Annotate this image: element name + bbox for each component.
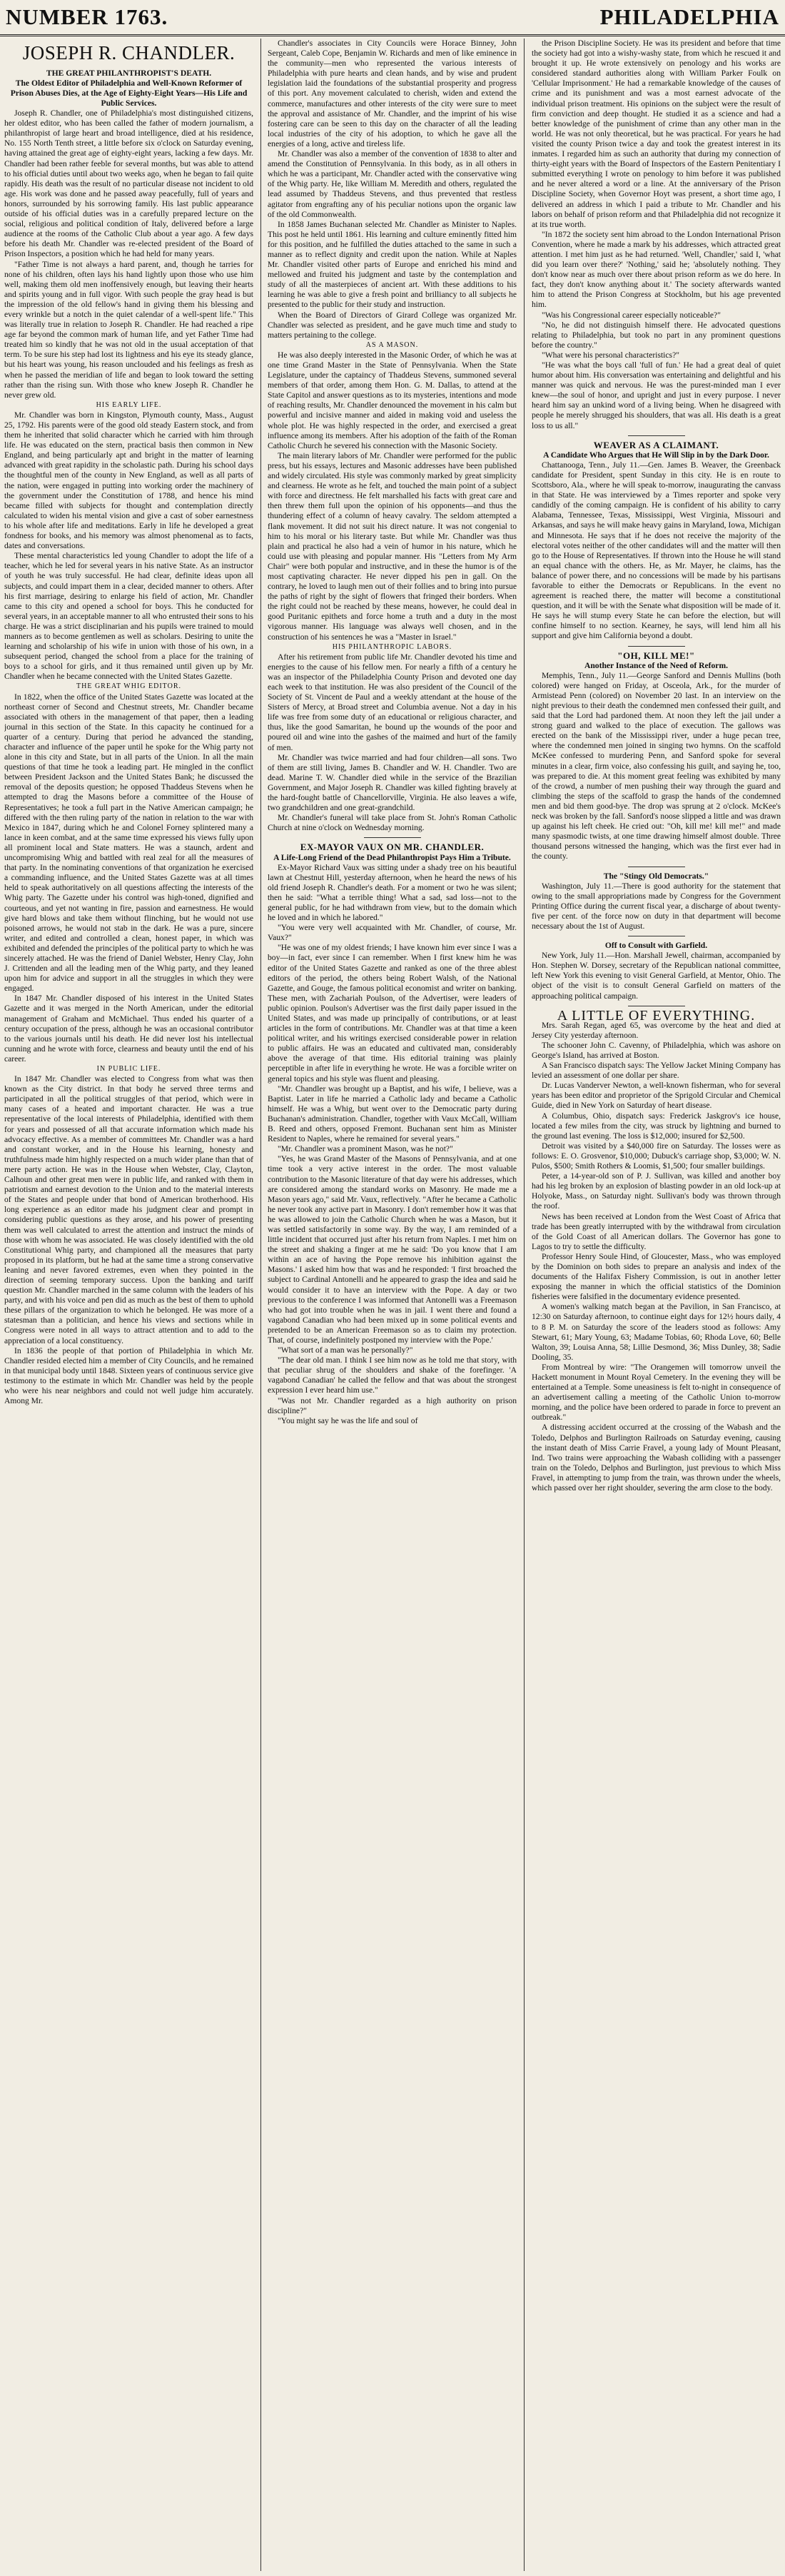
section-heading: HIS EARLY LIFE. bbox=[96, 400, 162, 409]
paragraph: Mr. Chandler's funeral will take place from St. John's Roman Catholic Church at nine o'clock on Wednesday morning. bbox=[268, 813, 517, 833]
paragraph: After his retirement from public life Mr. Chandler devoted his time and energies to the cause of his fellow men. For nearly a fifth of a century he was an inspector of the Philadelphia County Prison and devoted one day each week to that institution. He was also president of the Council of the Society of St. Vincent de Paul and a weekly attendant at the house of the Sisters of Mercy, at Broad street and Columbia avenue. Not a day in his life was free from some duty of an educational or religious character, and thus, like the good Samaritan, he bound up the wounds of the poor and poured oil and wine into the gashes of the maimed and hurt of the family of men. bbox=[268, 652, 517, 752]
paragraph: Dr. Lucas Vanderver Newton, a well-known fisherman, who for several years has been editor and proprietor of the Sprigold Circular and Chemical Guide, died in New York on Saturday of heart disease. bbox=[532, 1081, 781, 1111]
issue-number: NUMBER 1763. bbox=[6, 4, 168, 29]
masthead bbox=[0, 0, 785, 36]
paragraph: "The dear old man. I think I see him now as he told me that story, with that peculiar shrug of the shoulders and shake of the forefinger. 'A vagabond Canadian' he called the fellow and that was about the strongest expression I ever heard him use." bbox=[268, 1355, 517, 1395]
article-headline: Off to Consult with Garfield. bbox=[604, 941, 708, 951]
article-subhead: A Life-Long Friend of the Dead Philanthropist Pays Him a Tribute. bbox=[273, 852, 511, 862]
paragraph: Peter, a 14-year-old son of P. J. Sullivan, was killed and another boy had his leg broken by an explosion of blasting powder in an old lock-up at Holyoke, Mass., on Saturday night. Sullivan's body was thrown through the roof. bbox=[532, 1171, 781, 1211]
paragraph: "No, he did not distinguish himself there. He advocated questions relating to Philadelphia, but took no part in any prominent questions before the country." bbox=[532, 320, 781, 350]
paragraph: "What were his personal characteristics?" bbox=[542, 350, 679, 360]
paragraph: A women's walking match began at the Pavilion, in San Francisco, at 12:30 on Saturday afternoon, to continue eight days for 12½ hours daily, 4 to 8 P. M. on Saturday the score of the leaders stood as follows: Amy Stewart, 61; Mary Young, 63; Madame Tobias, 60; Rhoda Love, 60; Belle Walton, 39; Louisa Anna, 58; Lillie Desmond, 36; Miss Dunley, 38; Sadie Dooling, 35. bbox=[532, 1302, 781, 1362]
paragraph: Mr. Chandler was also a member of the convention of 1838 to alter and amend the Constitution of Pennsylvania. In this body, as in all others in which he was a participant, Mr. Chandler acted with the conservative wing of the Whig party. He, like William M. Meredith and others, regulated the lead assumed by Thaddeus Stevens, and thus prevented that restless agitator from engrafting any of his peculiar notions upon the organic law of the old Commonwealth. bbox=[268, 149, 517, 219]
column-2 bbox=[268, 39, 517, 2572]
paragraph: Mr. Chandler was born in Kingston, Plymouth county, Mass., August 25, 1792. His parents were of the good old steady Eastern stock, and from them he inherited that solid character which he carried with him through life. He was educated on the stern, practical basis then common in New England, and being particularly apt and bright in the matter of learning advanced with great rapidity in the scholastic path. During his school days the thoughtful men of the county in New England, as well as all parts of the nation, were engaged in putting into working order the machinery of the government under the Constitution of 1788, and hence his mind became filled with subjects for thought and contemplation directly calculated to widen his mental vision and give a cast of sober earnestness to his whole after life and meditations. Early in life he developed a great fondness for books, and his memory was almost phenomenal as to facts, dates and conversations. bbox=[4, 410, 253, 551]
paragraph: In 1836 the people of that portion of Philadelphia in which Mr. Chandler resided elected him a member of City Councils, and he remained in that municipal body until 1848. Sixteen years of continuous service give testimony to the estimate in which Mr. Chandler was held by the people who were his near neighbors and could not well judge him accurately. Among Mr. bbox=[4, 1345, 253, 1406]
article-headline: The "Stingy Old Democrats." bbox=[603, 871, 709, 881]
newspaper-name: PHILADELPHIA bbox=[599, 4, 779, 29]
deck: THE GREAT PHILANTHROPIST'S DEATH. bbox=[46, 69, 212, 78]
section-heading: AS A MASON. bbox=[365, 340, 419, 349]
divider bbox=[628, 646, 685, 647]
paragraph: A Columbus, Ohio, dispatch says: Frederick Jaskgrov's ice house, located a few miles from the city, was struck by lightning and burned to the ground last evening. The loss is $12,000; insured for $2,500. bbox=[532, 1111, 781, 1141]
headline-chandler: JOSEPH R. CHANDLER. bbox=[22, 42, 236, 64]
column-rule bbox=[260, 39, 261, 2571]
paragraph: "Yes, he was Grand Master of the Masons of Pennsylvania, and at one time took a very active interest in the order. The most valuable contribution to the Masonic literature of that day were his addresses, which are considered among the standard works on Masonry. He made me a Mason years ago," said Mr. Vaux, reflectively. "After he became a Catholic he never took any active part in Masonry. I don't remember how it was that he was allowed to join the Catholic Church when he was a Mason, but it was settled satisfactorily in some way. By the way, I am reminded of a little incident that occurred just after his return from Naples. I met him on the street and shaking a finger at me he said: 'Do you know that I am within an ace of having the Pope remove his inhibition against the Masons.' I asked him how that was and he responded: 'I first broached the subject to Cardinal Antonelli and he appeared to grasp the idea and said he would consider it to have an interview with the Pope. A day or two previous to the conference I was informed that Antonelli was a Freemason who had got into trouble when he was in jail. I went there and found a vagabond Canadian who had been mixed up in some political events and pretended to be an American Freemason so as to claim my protection. That, of course, indefinitely postponed my interview with the Pope.' bbox=[268, 1154, 517, 1345]
section-heading: IN PUBLIC LIFE. bbox=[96, 1065, 161, 1073]
paragraph: Mr. Chandler was twice married and had four children—all sons. Two of them are still living, James B. Chandler and W. H. Chandler. Two are dead. Marine T. W. Chandler died while in the service of the Brazilian Government, and Major Joseph R. Chandler was killed fighting bravely at the hard-fought battle of Chancellorville, Virginia. He also leaves a wife, two grandchildren and one great-grandchild. bbox=[268, 752, 517, 813]
section-heading: HIS PHILANTHROPIC LABORS. bbox=[332, 642, 452, 651]
paragraph: "You might say he was the life and soul of bbox=[278, 1415, 418, 1425]
paragraph: Detroit was visited by a $40,000 fire on Saturday. The losses were as follows: E. O. Grosvenor, $10,000; Dubuck's carriage shop, $3,000; W. N. Pulos, $500; Smith Rothers & Loomis, $1,500; four smaller buildings. bbox=[532, 1141, 781, 1171]
paragraph: "In 1872 the society sent him abroad to the London International Prison Convention, where he made a mark by his addresses, which attracted great attention. I met him just as he had returned. 'Well, Chandler,' said I, 'what did you learn over there?' 'Nothing,' said he; 'absolutely nothing. They don't know near as much over there about prison reform as we do here. In fact, they don't know anything about it.' The society afterwards wanted him to attend the Prison Congress at Stockholm, but his age prevented him. bbox=[532, 229, 781, 310]
paragraph: Chandler's associates in City Councils were Horace Binney, John Sergeant, Caleb Cope, Benjamin W. Richards and men of like eminence in the community—men who represented the various interests of Philadelphia with pure hearts and clean hands, and by wise and prudent legislation laid the foundations of the substantial prosperity and progress of this port. Any movement calculated to cherish, widen and extend the commerce, manufactures and other interests of the city were sure to meet the approval and assistance of Mr. Chandler, and the imprint of his wise fostering care can be seen to this day on the character of all the leading local industries of the city of his adoption, to which he gave all the energies of a long, active and tireless life. bbox=[268, 39, 517, 148]
paragraph: Chattanooga, Tenn., July 11.—Gen. James B. Weaver, the Greenback candidate for President, spent Sunday in this city. He is en route to Scottsboro, Ala., where he will speak to-morrow, inaugurating the canvass in that State. He was interviewed by a Times reporter and spoke very candidly of the coming campaign. He is confident of his ability to carry Alabama, Tennessee, Texas, Mississippi, West Virginia, Missouri and Arkansas, and says he will make heavy gains in Maryland, Iowa, Michigan and Minnesota. He says that if he does not receive the majority of the electoral votes neither of the other candidates will and the matter will then go to the House of Representatives. If thrown into the House he will stand an equal chance with the others. He, as Mr. Mayer, he claims, has the balance of power there, and no concessions will be made by his partisans favorable to either the Democrats or Republicans. In the event no agreement is reached there, the matter will become a constitutional question, and it will be with the Senate what disposition will be made of it. He says he will stump every State he can before the election, but will confine himself to no section. Kearney, he says, will lend him all his support and give him California beyond a doubt. bbox=[532, 460, 781, 641]
paragraph: In 1822, when the office of the United States Gazette was located at the northeast corner of Second and Chestnut streets, Mr. Chandler became associated with others in the management of that paper, then a leading journal in this section of the State. In this capacity he continued for a quarter of a century. During that period he advanced the standing, character and influence of the paper until he spoke for the Whig party not alone in this city and State, but in all parts of the Union. In all the main questions of that time he took a leading part. He mingled in the conflict between President Jackson and the United States Bank; he discussed the removal of the deposits question; he opposed Thaddeus Stevens when he attempted to drag the Masons before a committee of the House of Representatives; he took a full part in the Native American campaign; he differed with the then ruling party of the nation in relation to the war with Mexico in 1847, during which he and Colonel Forney splintered many a lance in keen combat, and at the same time expressed his views fully upon all prominent local and State matters. He was a staunch, ardent and uncompromising Whig and battled with real zeal for all the measures of that party. In the nominating conventions of that organization he exercised a commanding influence, and the United States Gazette was at all times held to speak authoritatively on all questions affecting the interests of the Whig party. The Gazette under his control was high-toned, dignified and courteous, and yet not wanting in fire, passion and earnestness. He would give hard blows and take them without flinching, but he would not use poisoned arrows, he would not stab in the dark. He was a pure, sincere writer, and edited and controlled a clean, honest paper, in which was exhibited and defended the principles of the political party to which he was sincerely attached. He was the friend of Daniel Webster, Henry Clay, John J. Crittenden and all the leading men of the Whig party, and they leaned upon him for advice and support in all the struggles in which they were engaged. bbox=[4, 692, 253, 994]
paragraph: These mental characteristics led young Chandler to adopt the life of a teacher, which he led for several years in his native State. As an instructor of youth he was truly successful. He had clear, definite ideas upon all subjects, and could impart them in a clear, decided manner to others. After his first marriage, desiring to enlarge his field of action, Mr. Chandler came to this city and opened a school for boys. This he conducted for several years, in an acceptable manner to all who entrusted their sons to his charge. He was a strict disciplinarian and his pupils were trained to mould manners as to become gentlemen as well as scholars. Desiring to unite the learning and scholarship of his wife in union with those of his own, in a subsequent period, changed the school from a place for the training of boys to a school for girls, and it thus remained until given up by Mr. Chandler when he became connected with the United States Gazette. bbox=[4, 551, 253, 682]
divider bbox=[628, 435, 685, 436]
paragraph: A distressing accident occurred at the crossing of the Wabash and the Toledo, Delphos and Burlington Railroads on Saturday evening, causing the instant death of Miss Carrie Fravel, a young lady of Mount Pleasant, Ind. Two trains were approaching the Wabash colliding with a passenger train on the Toledo, Delphos and Burlington, just previous to which Miss Fravel, in attempting to jump from the train, was thrown under the wheels, which passed over her right shoulder, severing the arm close to the body. bbox=[532, 1423, 781, 1493]
paragraph: Washington, July 11.—There is good authority for the statement that owing to the small appropriations made by Congress for the Government Printing Office during the current fiscal year, a discharge of about twenty-five per cent. of the force now on duty in that department will become necessary about the 1st of August. bbox=[532, 881, 781, 931]
divider bbox=[364, 837, 421, 838]
paragraph: In 1858 James Buchanan selected Mr. Chandler as Minister to Naples. This post he held until 1861. His learning and culture eminently fitted him for this position, and he fulfilled the duties attached to the same in such a manner as to reflect dignity and credit upon the nation. While at Naples Mr. Chandler visited other parts of Europe and enriched his mind and mellowed and fruited his judgment and taste by the contemplation and study of all the masterpieces of ancient art. With these additions to his learning he was able to give a fresh point and brilliancy to all subjects he presented to the public for their study and instruction. bbox=[268, 219, 517, 310]
paragraph: "Was his Congressional career especially noticeable?" bbox=[542, 310, 721, 320]
article-subhead: Another Instance of the Need of Reform. bbox=[584, 660, 729, 670]
section-heading: THE GREAT WHIG EDITOR. bbox=[76, 682, 181, 691]
article-headline: "OH, KILL ME!" bbox=[617, 650, 695, 661]
article-subhead: A Candidate Who Argues that He Will Slip in by the Dark Door. bbox=[543, 450, 769, 460]
paragraph: From Montreal by wire: "The Orangemen will tomorrow unveil the Hackett monument in Mount Royal Cemetery. In the evening they will be entertained at a Temple. Some uneasiness is felt to-night in consequence of an advertisement calling a meeting of the Catholic Union to-morrow morning, and the police have been ordered to parade in force to prevent an outbreak." bbox=[532, 1362, 781, 1423]
paragraph: the Prison Discipline Society. He was its president and before that time the society had got into a wishy-washy state, from which he rescued it and brought it up. He wrote extensively on penology and his works are considered standard authorities along with William Parker Foulk on 'Cellular Imprisonment.' He had a remarkable knowledge of the causes of crime and its punishment and was a most earnest advocate of the individual prison treatment. His opinions on the subject were the result of firm conviction and deep thought. He studied it as a science and had a better knowledge of the punishment of crime than any other man in the world. He was not only theoretical, but he was practical. For years he had visited the county Prison twice a day and took the greatest interest in its inmates. I regarded him as such an authority that during my connection of thirty-eight years with the Board of Inspectors of the Eastern Penitentiary I submitted everything I wrote on penology to him before it was published and he never altered a word or a line. At the anniversary of the Prison Discipline Society, when Governor Hoyt was present, a short time ago, I delivered an address in which I paid a tribute to Mr. Chandler and his labors on behalf of prison reform and that Philadelphia did not recognize it at its true worth. bbox=[532, 39, 781, 229]
paragraph: In 1847 Mr. Chandler was elected to Congress from what was then known as the City district. In that body he served three terms and participated in all the political struggles of that period, which were in many cases of a heated and important character. He was a true representative of the local interests of Philadelphia, identified with them for years and possessed of all that accurate information which made his advocacy effective. As a member of committees Mr. Chandler was a hard and constant worker, and in the House his learning, honesty and truthfulness made him highly respected on a much wider plane than that of mere party action. He was in the House when Webster, Clay, Clayton, Calhoun and other great men were in public life, and ranked with them in patriotism and earnest devotion to the Union and to the material interests of the States and people under that bond of American brotherhood. His long experience as an editor made his judgment clear and prompt in considering public questions as they arose, and his power of presenting them was well calculated to arrest the attention and instruct the minds of those with whom he was associated. He was closely identified with the old Constitutional Whig party, and championed all the measures that party proposed in its platform, but he had at the same time a strong conservative leaning and never favored extremes, even when they pointed in the direction of seeming temporary success. Upon the banking and tariff question Mr. Chandler marched in the same column with the leaders of his party, and with his voice and pen did as much as the best of them to uphold these pillars of the organization to which he belonged. He was more of a statesman than a politician, and hence his views and sections while in Congress were noted in all ways to attract attention and to add to the appreciation of a local constituency. bbox=[4, 1074, 253, 1345]
paragraph: In 1847 Mr. Chandler disposed of his interest in the United States Gazette and it was merged in the North American, under the editorial management of Graham and McMichael. Thus ended his quarter of a century occupation of the press, although he was an occasional contributor to the various journals until his death. He did never lost his intellectual cunning and he wrote with force, clearness and beauty until the end of his career. bbox=[4, 994, 253, 1064]
paragraph: Memphis, Tenn., July 11.—George Sanford and Dennis Mullins (both colored) were hanged on Friday, at Osceola, Ark., for the murder of Armistead Penn (colored) on November 20 last. In an interview on the night previous to their death the condemned men confessed their guilt, and said that the Lord had pardoned them. At noon they left the jail under a strong guard and walked to the place of execution. The gallows was erected on the bank of the Mississippi river, under a huge pecan tree, where the condemned men joined in singing two hymns. On the scaffold McKee confessed to murdering Penn, and Sanford spoke for several minutes in a clear, firm voice, also confessing his guilt, and saying he, too, was prepared to die. At this moment great feeling was exhibited by many of the crowd, a number of men pushing their way through the guard and climbing the steps of the scaffold to grasp the hands of the condemned men and bid them good-bye. The drop was sprung at 2 o'clock. McKee's neck was broken by the fall. Sanford's noose slipped a little and was drawn up against his left cheek. He cried out: "Oh, kill me! kill me!" and made many spasmodic twists, at one time drawing himself almost double. Three thousand persons witnessed the hanging, which was the first ever had in the county. bbox=[532, 670, 781, 862]
paragraph: "Mr. Chandler was a prominent Mason, was he not?" bbox=[278, 1144, 453, 1154]
paragraph: "You were very well acquainted with Mr. Chandler, of course, Mr. Vaux?" bbox=[268, 923, 517, 943]
column-3 bbox=[532, 39, 781, 2572]
paragraph: Mrs. Sarah Regan, aged 65, was overcome by the heat and died at Jersey City yesterday afternoon. bbox=[532, 1020, 781, 1040]
paragraph: The schooner John C. Cavenny, of Philadelphia, which was ashore on George's Island, has arrived at Boston. bbox=[532, 1040, 781, 1060]
paragraph: When the Board of Directors of Girard College was organized Mr. Chandler was selected as president, and he gave much time and study to matters pertaining to the college. bbox=[268, 310, 517, 340]
paragraph: He was also deeply interested in the Masonic Order, of which he was at one time Grand Master in the State of Pennsylvania. When the State Legislature, under the captaincy of Thaddeus Stevens, summoned several members of that order, among them Hon. G. M. Dallas, to attend at the State Capitol and answer questions as to its mysteries, intentions and mode of reaching results, Mr. Chandler denounced the movement in his calm but powerful and incisive manner and aided in making void and useless the whole plot. He was highly respected in the order, and exercised a great influence among its members. After his adoption of the faith of the Roman Catholic Church he severed his connection with the Masonic Society. bbox=[268, 350, 517, 450]
article-headline: WEAVER AS A CLAIMANT. bbox=[593, 439, 719, 450]
paragraph: "Mr. Chandler was brought up a Baptist, and his wife, I believe, was a Baptist. Later in life he married a Catholic lady and became a Catholic himself. He was a Whig, but went over to the Democratic party during Buchanan's administration. Chandler, together with Vaux McCall, William B. Reed and others, opposed Fremont. Buchanan sent him as Minister Resident to Naples, where he remained for several years." bbox=[268, 1084, 517, 1144]
paragraph: Professor Henry Soule Hind, of Gloucester, Mass., who was employed by the Dominion on both sides to prepare an analysis and index of the documents of the Halifax Fishery Commission, is out in another letter exposing the manner in which the official statistics of the Dominion fisheries were falsified in the documentary evidence presented. bbox=[532, 1251, 781, 1302]
paragraph: New York, July 11.—Hon. Marshall Jewell, chairman, accompanied by Hon. Stephen W. Dorsey, secretary of the Republican national committee, left New York this evening to visit General Garfield, at Mentor, Ohio. The object of the visit is to consult General Garfield on matters of the approaching political campaign. bbox=[532, 951, 781, 1001]
subdeck: The Oldest Editor of Philadelphia and Well-Known Reformer of Prison Abuses Dies, at the Age of Eighty-Eight Years—His Life and Public Services. bbox=[10, 79, 248, 108]
paragraph: Joseph R. Chandler, one of Philadelphia's most distinguished citizens, her oldest editor, who has been called the father of modern journalism, a philanthropist of large heart and broad intelligence, died at his residence, No. 155 North Tenth street, a little before six o'clock on Saturday evening, having attained the great age of eighty-eight years, lacking a few days. Mr. Chandler had been rather feeble for several months, but was able to attend to his official duties until about two weeks ago, when he began to fail quite rapidly. His death was the result of no particular disease not incident to old age. His work was done and he passed away peacefully, full of years and honors, surrounded by his sorrowing family. His last public appearance outside of his official duties was in a carefully prepared lecture on the social, religious and political condition of Italy, delivered before a large audience at the rooms of the Catholic Club about a year ago. A few days before his death Mr. Chandler was re-elected president of the Board of Prison Inspectors, a position which he had held for many years. bbox=[4, 108, 253, 259]
paragraph: Ex-Mayor Richard Vaux was sitting under a shady tree on his beautiful lawn at Chestnut Hill, yesterday afternoon, when he heard the news of his old friend Joseph R. Chandler's death. For a moment or two he was silent; then he said: "What a terrible thing! What a sad, sad loss—not to the general public, for he had withdrawn from view, but to the domain which he loved and in which he labored." bbox=[268, 862, 517, 923]
paragraph: "Was not Mr. Chandler regarded as a high authority on prison discipline?" bbox=[268, 1395, 517, 1415]
paragraph: The main literary labors of Mr. Chandler were performed for the public press, but his essays, lectures and Masonic addresses have been published and widely circulated. His style was commonly marked by great simplicity and clearness. He wrote as he felt, and touched the main point of a subject with force and directness. He felt marshalled his facts with great care and then threw them full upon the opinion of his opponents—and thus the thundering effect of a column of heavy cavalry. The seldom attempted a flank movement. It did not suit his direct nature. It was not congenial to him to his moral or his literary taste. But while Mr. Chandler was thus plain and practical he also had a vein of humor in his nature, which he could use with pleasing and popular manner. His "Letters from My Arm Chair" were both popular and instructive, and in these the humor is of the most captivating character. He never dipped his pen in gall. On the contrary, he loved to laugh men out of their follies and to bring into pursue the paths of right by the sight of flowers that fringed their borders. When the right could not be reached by these means, however, he could deal in good Puritanic epithets and force home a truth and a duty in the most vigorous manner. His language was always well chosen, and in the construction of his sentences he was a "Master in Israel." bbox=[268, 450, 517, 642]
paragraph: "He was one of my oldest friends; I have known him ever since I was a boy—in fact, ever since I can remember. When I first knew him he was editor of the United States Gazette and ranked as one of the three ablest editors of the period, the others being Robert Walsh, of the National Gazette, and Gouge, the famous political economist and writer on banking. These men, with Zachariah Poulson, of the Advertiser, were leaders of public opinion. Poulson's Advertiser was the first daily paper issued in the United States, and was made up principally of contributions, or at least articles in the form of contributions. Mr. Chandler was at that time a keen political writer, and his writings exercised considerable power in relation to public affairs. He was an educated and cultivated man, considerably above the average of that time. His editorial training was plainly perceptible in after life in everything he wrote. He was a forcible writer on general topics and his style was fluent and pleasing. bbox=[268, 943, 517, 1084]
paragraph: "What sort of a man was he personally?" bbox=[278, 1345, 413, 1355]
article-headline: A LITTLE OF EVERYTHING. bbox=[557, 1007, 756, 1024]
paragraph: News has been received at London from the West Coast of Africa that trade has been greatly interrupted with by the withdrawal from circulation of the Gold Coast of all American dollars. The Governor has gone to Lagos to try to settle the difficulty. bbox=[532, 1211, 781, 1251]
article-headline: EX-MAYOR VAUX ON MR. CHANDLER. bbox=[300, 842, 485, 853]
column-rule bbox=[524, 39, 525, 2571]
paragraph: "Father Time is not always a hard parent, and, though he tarries for none of his children, often lays his hand lightly upon those who use him well, making them old men inoffensively enough, but leaving their hearts and spirits young and in full vigor. With such people the gray head is but the impression of the old fellow's hand in giving them his blessing and every wrinkle but a notch in the quiet calendar of a well-spent life." This was literally true in relation to Joseph R. Chandler. He had reached a ripe age far beyond the common mark of human life, and yet Father Time had treated him so kindly that he was not old in the usual acceptation of that term. To be sure his step had lost its lightness and his eye its steady glance, but his heart was young, his reason unclouded and his feelings as fresh as when he passed the meridian of life and began to look toward the setting rather than the rising sun. With those who knew Joseph R. Chandler he never grew old. bbox=[4, 259, 253, 400]
column-1 bbox=[4, 39, 253, 2572]
paragraph: A San Francisco dispatch says: The Yellow Jacket Mining Company has levied an assessment of one dollar per share. bbox=[532, 1061, 781, 1081]
paragraph: "He was what the boys call 'full of fun.' He had a great deal of quiet humor about him. His conversation was entertaining and delightful and his manner was quick and nervous. He was the purest-minded man I ever knew—the soul of honor, and upright and just in every purpose. I never heard him say an unkind word of a living being. When he disagreed with people he merely shrugged his shoulders, that was all. His death is a great loss to us all." bbox=[532, 360, 781, 430]
